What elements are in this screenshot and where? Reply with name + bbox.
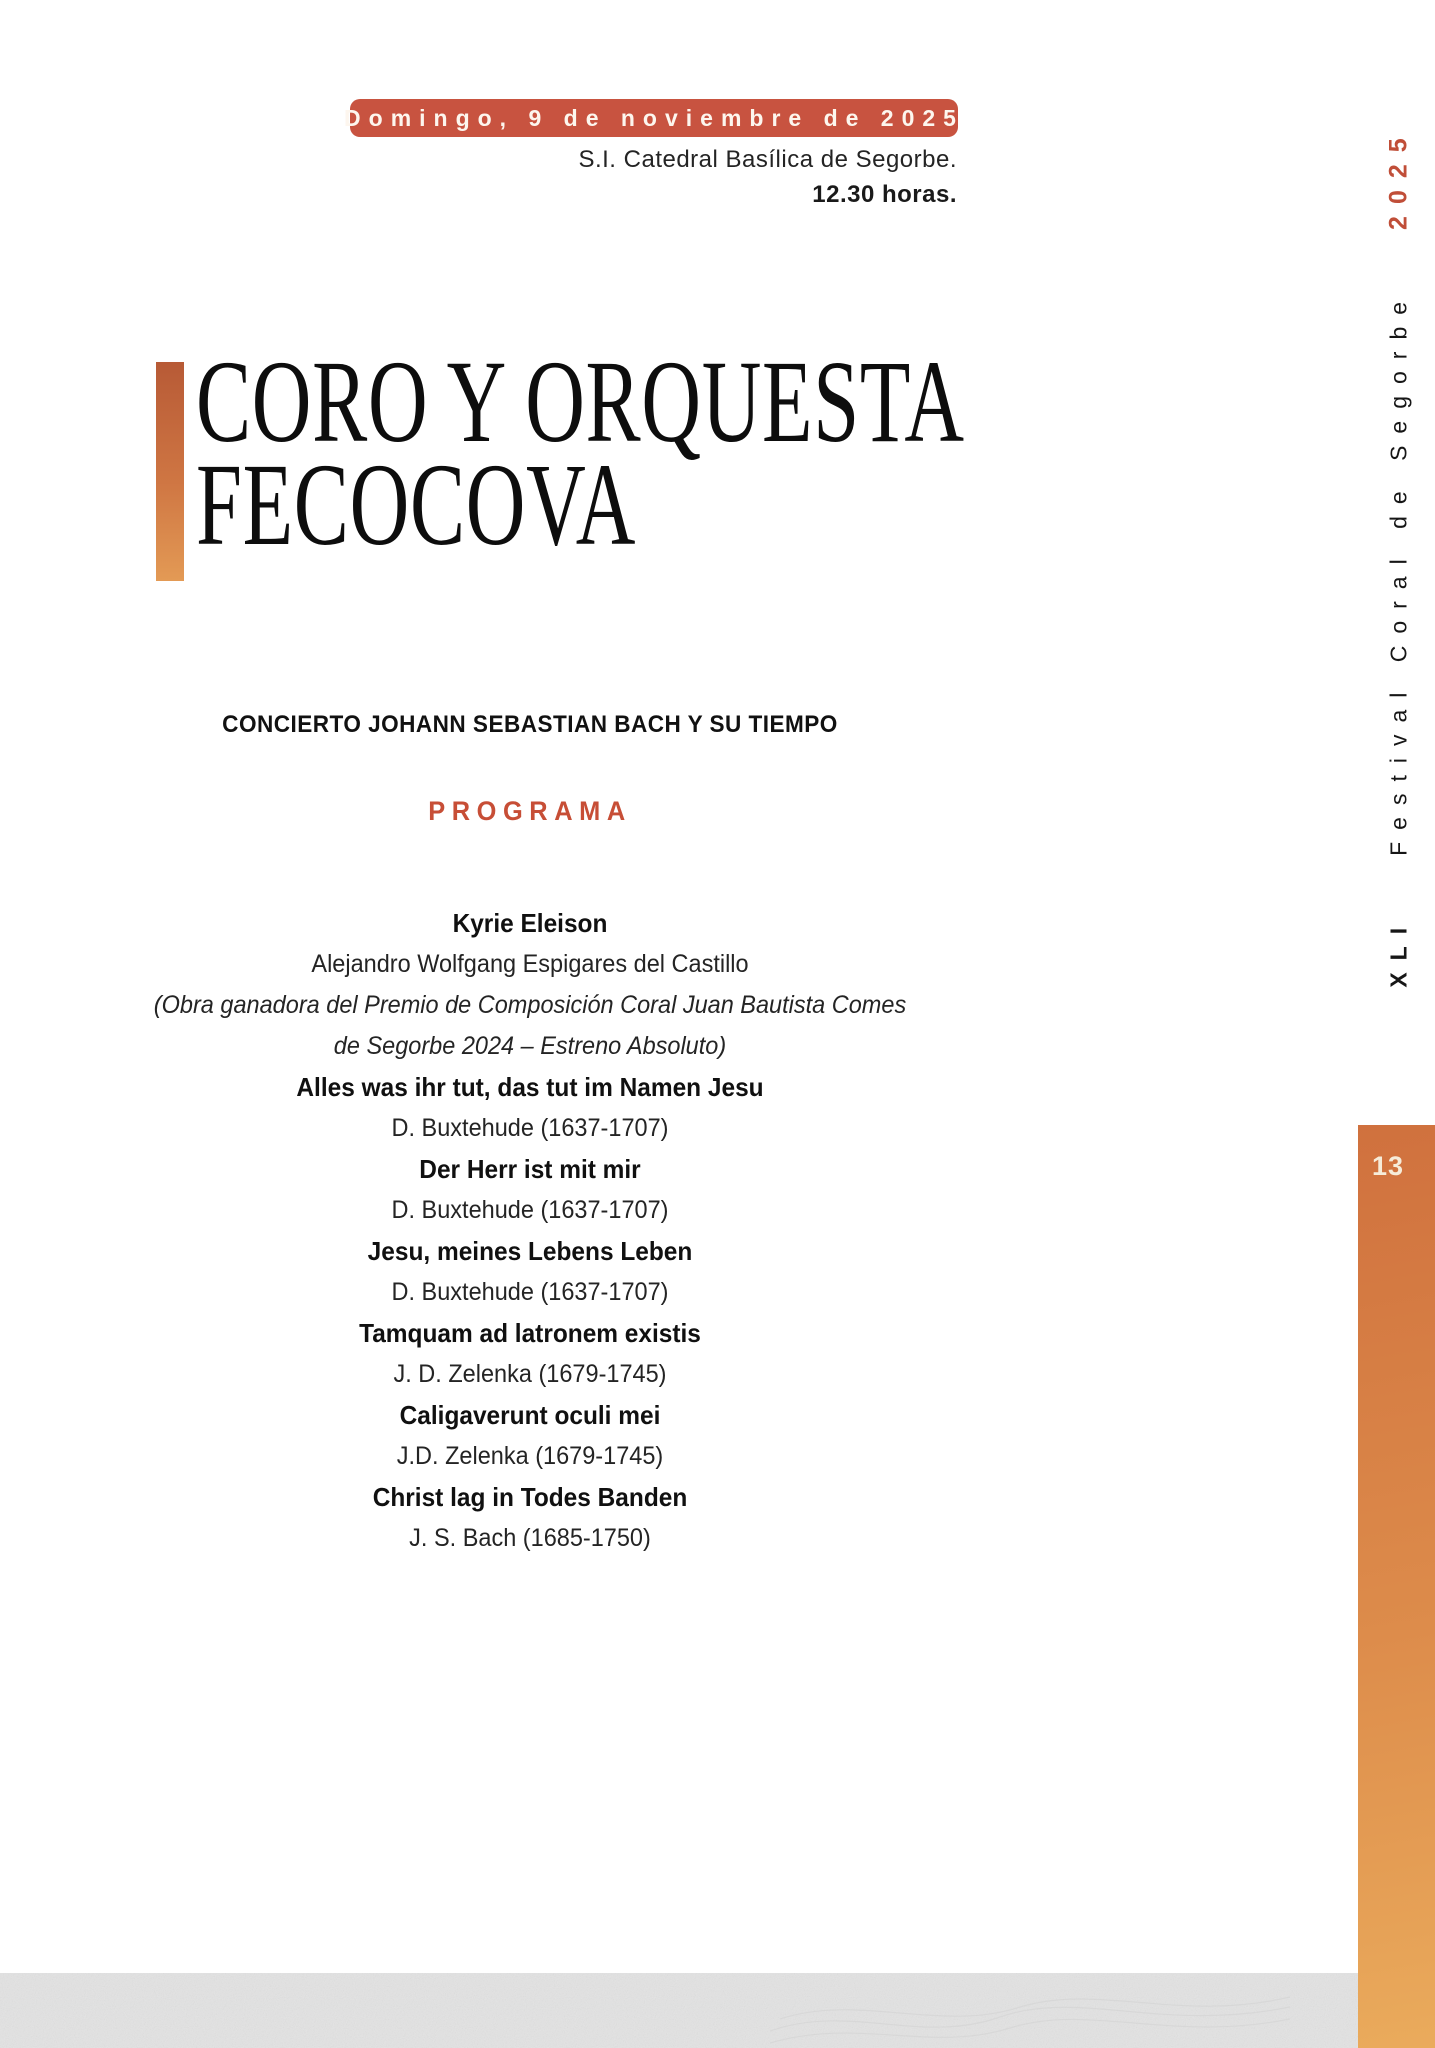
- content-column: [32, 0, 1028, 2048]
- concert-heading: CONCIERTO JOHANN SEBASTIAN BACH Y SU TIEMPO: [222, 711, 838, 738]
- sidebar-vertical-text: [1385, 126, 1414, 987]
- program-line: Der Herr ist mit mir: [419, 1154, 641, 1184]
- program-line: (Obra ganadora del Premio de Composición Coral Juan Bautista Comes: [153, 991, 907, 1019]
- festival-name-label: Festival Coral de Segorbe: [1385, 289, 1412, 856]
- date-banner-label: Domingo, 9 de noviembre de 2025: [344, 104, 964, 131]
- page-title-line1: CORO Y ORQUESTA: [196, 336, 965, 467]
- program-line: de Segorbe 2024 – Estreno Absoluto): [333, 1032, 727, 1060]
- footer-wave-decoration: [770, 1973, 1290, 2048]
- page-title-line2: FECOCOVA: [196, 439, 637, 570]
- program-line: Tamquam ad latronem existis: [359, 1318, 701, 1348]
- footer-band: [0, 1973, 1435, 2048]
- program-line: Kyrie Eleison: [452, 908, 608, 938]
- page-number: 13: [1372, 1151, 1405, 1181]
- time-text: 12.30 horas.: [812, 181, 957, 208]
- festival-edition-label: XLI: [1385, 915, 1412, 988]
- program-line: J. D. Zelenka (1679-1745): [393, 1360, 667, 1388]
- program-line: Christ lag in Todes Banden: [372, 1482, 688, 1512]
- program-heading: PROGRAMA: [428, 796, 632, 826]
- venue-text: S.I. Catedral Basílica de Segorbe.: [578, 146, 957, 173]
- program-line: J. S. Bach (1685-1750): [409, 1524, 651, 1552]
- program-line: D. Buxtehude (1637-1707): [391, 1114, 669, 1142]
- program-line: J.D. Zelenka (1679-1745): [396, 1442, 664, 1470]
- program-line: Alejandro Wolfgang Espigares del Castillo: [311, 950, 749, 978]
- festival-year-label: 2025: [1384, 126, 1413, 230]
- page-number-bar: [1358, 1125, 1435, 2048]
- program-line: Jesu, meines Lebens Leben: [367, 1236, 693, 1266]
- program-list: [32, 903, 1028, 1559]
- program-line: D. Buxtehude (1637-1707): [391, 1196, 669, 1224]
- program-line: D. Buxtehude (1637-1707): [391, 1278, 669, 1306]
- program-line: Caligaverunt oculi mei: [399, 1400, 661, 1430]
- program-line: Alles was ihr tut, das tut im Namen Jesu: [296, 1072, 764, 1102]
